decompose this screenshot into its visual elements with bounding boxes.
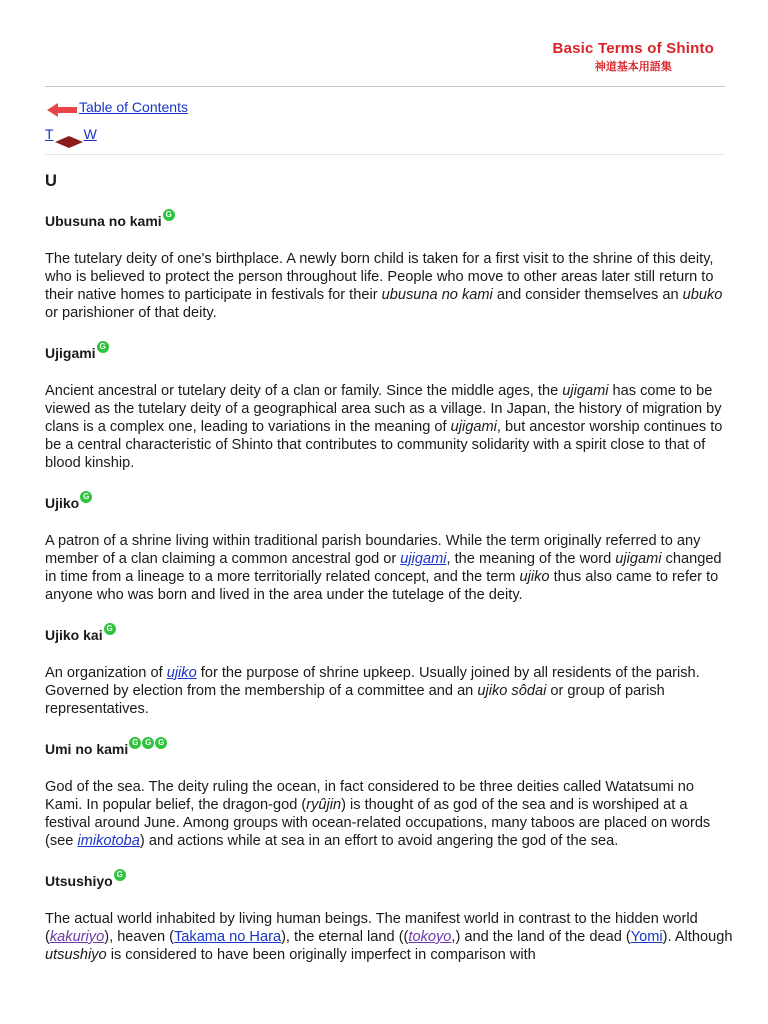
- term-definition: A patron of a shrine living within traditional parish boundaries. While the term originally referred to any member of a clan claiming a common ancestral god or ujigami, the meaning of the word ujigami changed in time from a lineage to a more territorially related concept, and the term ujiko thus also came to refer to anyone who was born and lived in the area under the tutelage of the deity.: [45, 533, 722, 603]
- term-heading: [45, 344, 735, 362]
- green-g-icon[interactable]: [97, 341, 109, 353]
- glossary-content: [45, 172, 735, 986]
- term-label: Ujigami: [45, 345, 96, 361]
- term-label: Utsushiyo: [45, 873, 113, 889]
- green-g-icon[interactable]: [163, 209, 175, 221]
- term-definition: The actual world inhabited by living human beings. The manifest world in contrast to the hidden world (kakuriyo), heaven (Takama no Hara), the eternal land ((tokoyo,) and the land of the dead (Yomi). Although utsushiyo is considered to have been originally imperfect in comparison with: [45, 911, 733, 963]
- tokoyo-link[interactable]: tokoyo: [408, 929, 452, 945]
- green-g-icon[interactable]: [155, 737, 167, 749]
- term-heading: [45, 872, 735, 890]
- term-heading: [45, 212, 735, 230]
- next-letter-link[interactable]: W: [83, 126, 97, 142]
- term-label: Umi no kami: [45, 741, 129, 757]
- prev-next-arrows: [55, 136, 83, 148]
- kakuriyo-link[interactable]: kakuriyo: [49, 929, 105, 945]
- green-g-icon[interactable]: [142, 737, 154, 749]
- document-header: [553, 40, 714, 74]
- term-heading: [45, 740, 735, 758]
- prev-letter-link[interactable]: T: [45, 126, 54, 142]
- term-definition: An organization of ujiko for the purpose of shrine upkeep. Usually joined by all residents of the parish. Governed by election from the membership of a committee and an ujiko sôdai or group of parish representatives.: [45, 665, 700, 717]
- term-heading: [45, 626, 735, 644]
- green-g-icon[interactable]: [80, 491, 92, 503]
- green-g-icon[interactable]: [129, 737, 141, 749]
- next-arrow-icon[interactable]: [69, 136, 83, 148]
- ujiko-link[interactable]: ujiko: [166, 665, 197, 681]
- imikotoba-link[interactable]: imikotoba: [77, 833, 140, 849]
- prev-arrow-icon[interactable]: [55, 136, 69, 148]
- green-g-icon[interactable]: [114, 869, 126, 881]
- takama-no-hara-link[interactable]: Takama no Hara: [173, 929, 282, 945]
- term-definition: God of the sea. The deity ruling the ocean, in fact considered to be three deities called Watatsumi no Kami. In popular belief, the dragon-god (ryûjin) is thought of as god of the sea and is worshiped at a festival around June. Among groups with ocean-related occupations, many taboos are placed on words (see imikotoba) and actions while at sea in an effort to avoid angering the god of the sea.: [45, 779, 711, 849]
- toc-nav: [47, 97, 188, 117]
- yomi-link[interactable]: Yomi: [630, 929, 663, 945]
- green-g-icon[interactable]: [104, 623, 116, 635]
- back-arrow-icon[interactable]: [47, 103, 77, 117]
- term-label: Ujiko: [45, 495, 80, 511]
- term-label: Ujiko kai: [45, 627, 103, 643]
- section-letter-heading: U: [45, 172, 57, 190]
- header-divider: [45, 86, 725, 87]
- letter-navigation: [45, 126, 97, 142]
- nav-divider: [45, 154, 725, 155]
- term-definition: The tutelary deity of one's birthplace. A newly born child is taken for a first visit to the shrine of this deity, who is believed to protect the person throughout life. People who move to other areas later still return to their native homes to participate in festivals for their ubusuna no kami and consider themselves an ubuko or parishioner of that deity.: [45, 251, 723, 321]
- term-heading: [45, 494, 735, 512]
- ujigami-link[interactable]: ujigami: [400, 551, 447, 567]
- table-of-contents-link[interactable]: Table of Contents: [79, 99, 188, 115]
- term-label: Ubusuna no kami: [45, 213, 162, 229]
- term-definition: Ancient ancestral or tutelary deity of a clan or family. Since the middle ages, the ujigami has come to be viewed as the tutelary deity of a geographical area such as a village. In Japan, the history of migration by clans is a complex one, leading to variations in the meaning of ujigami, but ancestor worship continues to be a central characteristic of Shinto that contributes to community solidarity with a spirit close to that of blood kinship.: [45, 383, 723, 471]
- document-subtitle-japanese: 神道基本用語集: [594, 61, 672, 73]
- document-title: Basic Terms of Shinto: [552, 40, 714, 57]
